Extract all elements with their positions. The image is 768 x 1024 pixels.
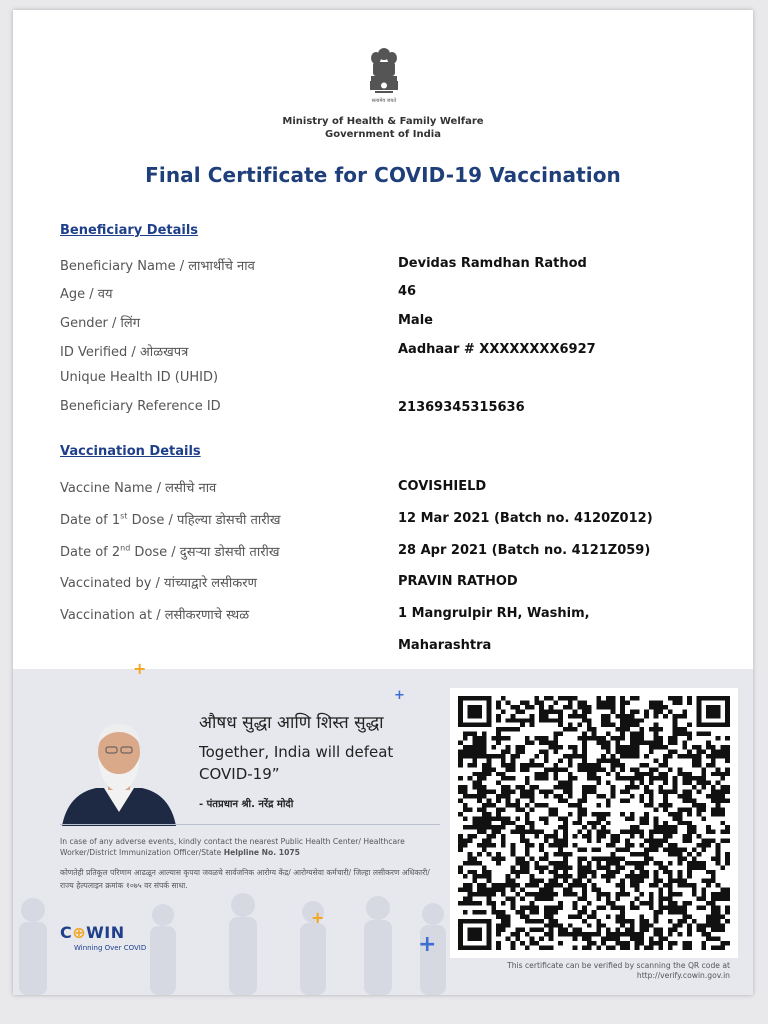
qr-code (450, 688, 738, 958)
footer-divider (60, 824, 440, 825)
certificate-card (13, 10, 753, 995)
cowin-logo: C⊕WIN (60, 923, 125, 942)
id-verified-value: Aadhaar # XXXXXXXX6927 (398, 342, 596, 357)
plus-decoration-icon: + (311, 908, 325, 927)
dose2-value: 28 Apr 2021 (Batch no. 4121Z059) (398, 543, 651, 558)
dose2-label: Date of 2nd Dose / दुसऱ्या डोसची तारीख (60, 543, 280, 560)
dose1-label: Date of 1st Dose / पहिल्या डोसची तारीख (60, 511, 281, 528)
gender-label: Gender / लिंग (60, 316, 141, 331)
verification-text: This certificate can be verified by scanning the QR code at (507, 961, 730, 970)
verification-note (430, 961, 730, 981)
quote-english: Together, India will defeat COVID-19” (199, 743, 394, 783)
vaccinated-by-value: PRAVIN RATHOD (398, 574, 518, 589)
verification-url: http://verify.cowin.gov.in (636, 971, 730, 980)
vaccinated-by-label: Vaccinated by / यांच्याद्वारे लसीकरण (60, 576, 257, 591)
reference-id-value: 21369345315636 (398, 400, 525, 415)
cowin-tagline: Winning Over COVID (74, 944, 147, 952)
emblem-caption: सत्यमेव जयते (371, 98, 397, 104)
plus-decoration-icon: + (394, 688, 405, 703)
vaccinated-at-label: Vaccination at / लसीकरणाचे स्थळ (60, 608, 250, 623)
ministry-name: Ministry of Health & Family Welfare (282, 116, 484, 127)
dose1-value: 12 Mar 2021 (Batch no. 4120Z012) (398, 511, 653, 526)
vaccinated-at-value-line1: 1 Mangrulpir RH, Washim, (398, 606, 590, 621)
certificate-title: Final Certificate for COVID-19 Vaccination (145, 163, 621, 187)
adverse-events-contact-english: In case of any adverse events, kindly contact the nearest Public Health Center/ Healthcare Worker/District Immunization Officer/State Helpline No. 1075 (60, 837, 405, 857)
reference-id-label: Beneficiary Reference ID (60, 399, 221, 414)
prime-minister-portrait (60, 716, 178, 826)
id-verified-label: ID Verified / ओळखपत्र (60, 345, 189, 360)
beneficiary-name-value: Devidas Ramdhan Rathod (398, 256, 587, 271)
vaccine-name-value: COVISHIELD (398, 479, 487, 494)
cowin-logo-o-icon: ⊕ (72, 923, 87, 942)
beneficiary-section-title: Beneficiary Details (60, 223, 199, 238)
gender-value: Male (398, 313, 433, 328)
adverse-events-contact-marathi: कोणतेही प्रतिकूल परिणाम आढळून आल्यास कृपया जवळचे सार्वजनिक आरोग्य केंद्र/ आरोग्यसेवा कर्मचारी/ जिल्हा लसीकरण अधिकारी/ राज्य हेल्पलाइन क्रमांक १०७५ वर संपर्क साधा. (60, 868, 430, 890)
age-label: Age / वय (60, 287, 113, 302)
uhid-label: Unique Health ID (UHID) (60, 370, 219, 385)
helpline-number: Helpline No. 1075 (223, 848, 300, 857)
age-value: 46 (398, 284, 417, 299)
quote-marathi: औषध सुद्धा आणि शिस्त सुद्धा (199, 713, 384, 733)
quote-attribution: - पंतप्रधान श्री. नरेंद्र मोदी (199, 799, 294, 810)
beneficiary-name-label: Beneficiary Name / लाभार्थीचे नाव (60, 259, 255, 274)
plus-decoration-icon: + (418, 932, 437, 957)
government-name: Government of India (325, 129, 441, 140)
plus-decoration-icon: + (133, 659, 147, 678)
national-emblem-icon (365, 46, 403, 110)
vaccine-name-label: Vaccine Name / लसीचे नाव (60, 481, 217, 496)
vaccinated-at-value-line2: Maharashtra (398, 638, 492, 653)
vaccination-section-title: Vaccination Details (60, 444, 201, 459)
qr-code-icon (458, 696, 730, 950)
